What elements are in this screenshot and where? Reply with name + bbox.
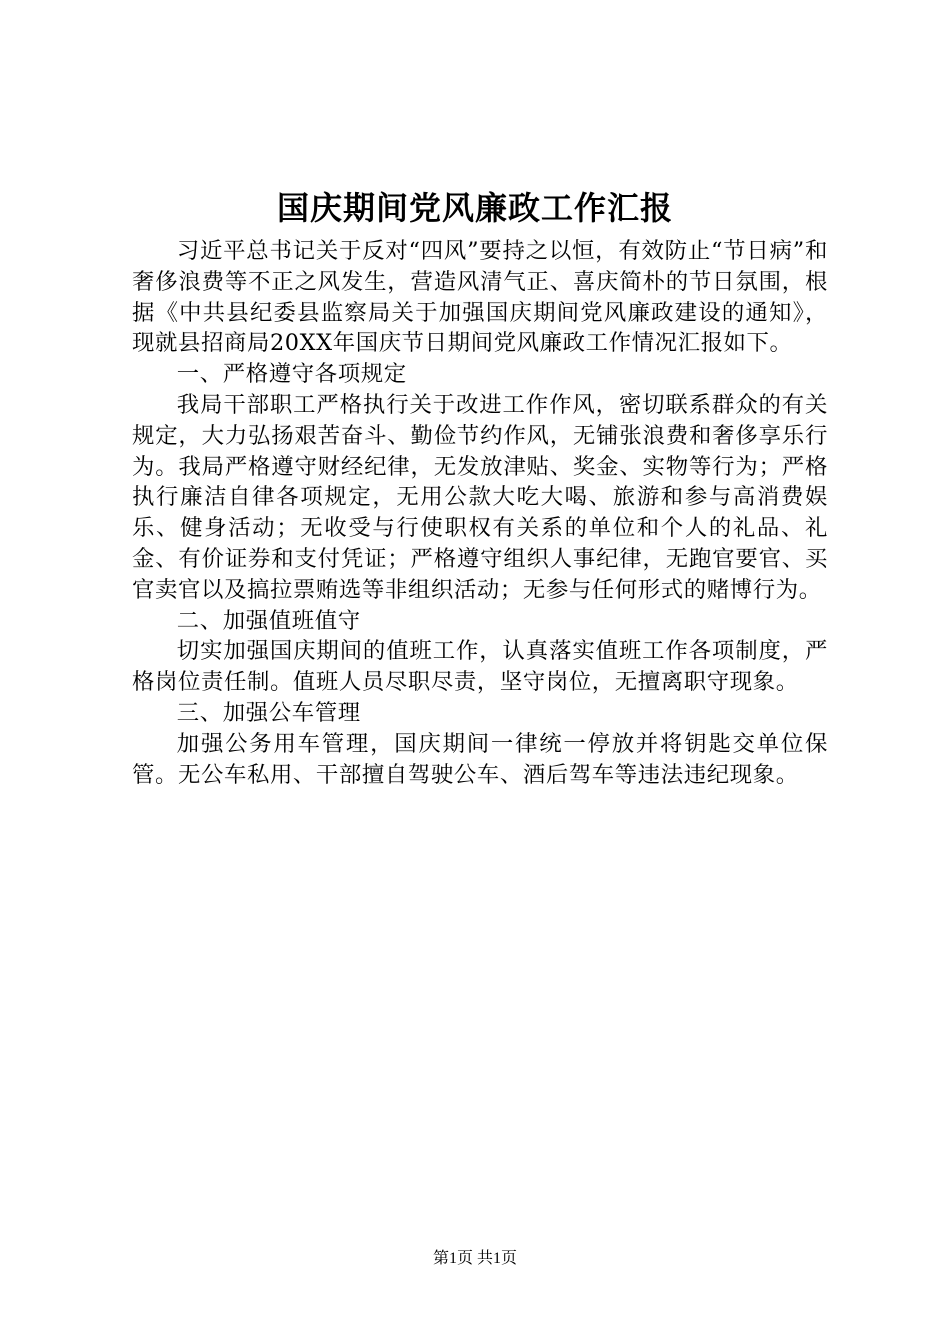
section-paragraph-3: 加强公务用车管理，国庆期间一律统一停放并将钥匙交单位保管。无公车私用、干部擅自驾驶公车、酒后驾车等违法违纪现象。 [132, 730, 828, 788]
section-heading-1: 一、严格遵守各项规定 [176, 361, 407, 388]
section-heading-3: 三、加强公车管理 [176, 699, 361, 726]
intro-paragraph: 习近平总书记关于反对“四风”要持之以恒，有效防止“节日病”和奢侈浪费等不正之风发生，营造风清气正、喜庆简朴的节日氛围，根据《中共县纪委县监察局关于加强国庆期间党风廉政建设的通知》，现就县招商局20XX年国庆节日期间党风廉政工作情况汇报如下。 [132, 238, 828, 357]
section-paragraph-2: 切实加强国庆期间的值班工作，认真落实值班工作各项制度，严格岗位责任制。值班人员尽职尽责，坚守岗位，无擅离职守现象。 [132, 638, 828, 696]
section-paragraph-1: 我局干部职工严格执行关于改进工作作风，密切联系群众的有关规定，大力弘扬艰苦奋斗、勤俭节约作风，无铺张浪费和奢侈享乐行为。我局严格遵守财经纪律，无发放津贴、奖金、实物等行为；严格执行廉洁自律各项规定，无用公款大吃大喝、旅游和参与高消费娱乐、健身活动；无收受与行使职权有关系的单位和个人的礼品、礼金、有价证券和支付凭证；严格遵守组织人事纪律，无跑官要官、买官卖官以及搞拉票贿选等非组织活动；无参与任何形式的赌博行为。 [132, 391, 828, 603]
page-footer: 第1页 共1页 [432, 1250, 517, 1267]
document-title: 国庆期间党风廉政工作汇报 [276, 189, 673, 227]
section-heading-2: 二、加强值班值守 [176, 607, 361, 634]
document-body [132, 236, 828, 790]
